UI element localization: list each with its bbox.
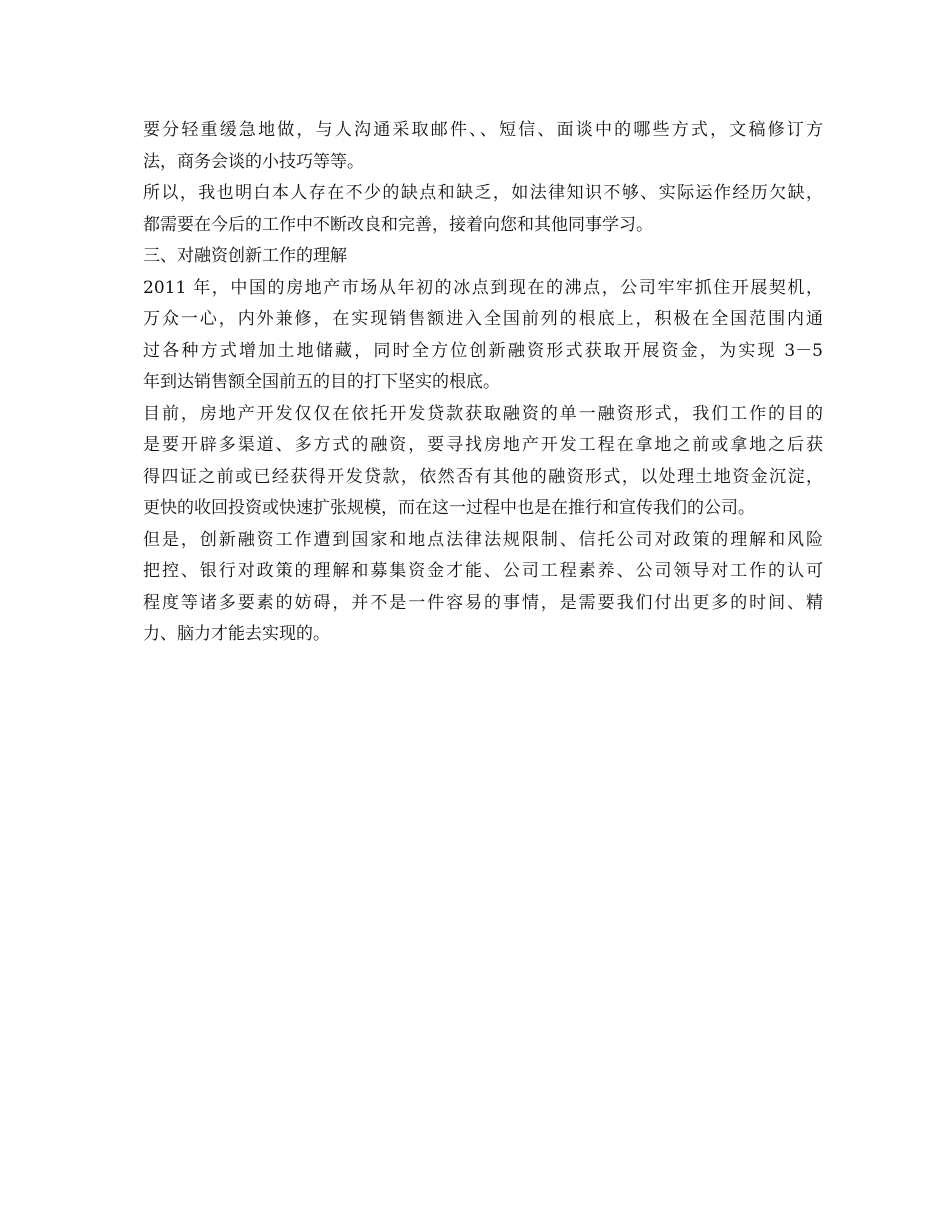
text-line: 所以，我也明白本人存在不少的缺点和缺乏，如法律知识不够、实际运作经历欠缺，: [143, 183, 823, 203]
text-line: 万众一心，内外兼修，在实现销售额进入全国前列的根底上，积极在全国范围内通: [143, 309, 823, 329]
text-line: 得四证之前或已经获得开发贷款，依然否有其他的融资形式，以处理土地资金沉淀，: [143, 466, 823, 487]
text-line: 更快的收回投资或快速扩张规模，而在这一过程中也是在推行和宣传我们的公司。: [143, 498, 755, 518]
text-line: 程度等诸多要素的妨碍，并不是一件容易的事情，是需要我们付出更多的时间、精: [143, 592, 823, 613]
section-heading: 三、对融资创新工作的理解: [143, 246, 347, 266]
text-line: 目前，房地产开发仅仅在依托开发贷款获取融资的单一融资形式，我们工作的目的: [143, 403, 823, 424]
document-body: [143, 115, 823, 651]
text-line: 把控、银行对政策的理解和募集资金才能、公司工程素养、公司领导对工作的认可: [143, 561, 823, 581]
text-line: 2011 年，中国的房地产市场从年初的冰点到现在的沸点，公司牢牢抓住开展契机，: [143, 277, 823, 298]
text-line: 要分轻重缓急地做，与人沟通采取邮件、、短信、面谈中的哪些方式，文稿修订方: [143, 120, 823, 140]
text-line: 法，商务会谈的小技巧等等。: [143, 151, 364, 172]
text-line: 年到达销售额全国前五的目的打下坚实的根底。: [143, 372, 500, 392]
text-line: 力、脑力才能去实现的。: [143, 624, 330, 644]
text-line: 都需要在今后的工作中不断改良和完善，接着向您和其他同事学习。: [143, 214, 653, 235]
text-line: 是要开辟多渠道、多方式的融资，要寻找房地产开发工程在拿地之前或拿地之后获: [143, 435, 823, 455]
text-line: 过各种方式增加土地储藏，同时全方位创新融资形式获取开展资金，为实现 3－5: [143, 340, 823, 361]
text-line: 但是，创新融资工作遭到国家和地点法律法规限制、信托公司对政策的理解和风险: [143, 529, 823, 550]
